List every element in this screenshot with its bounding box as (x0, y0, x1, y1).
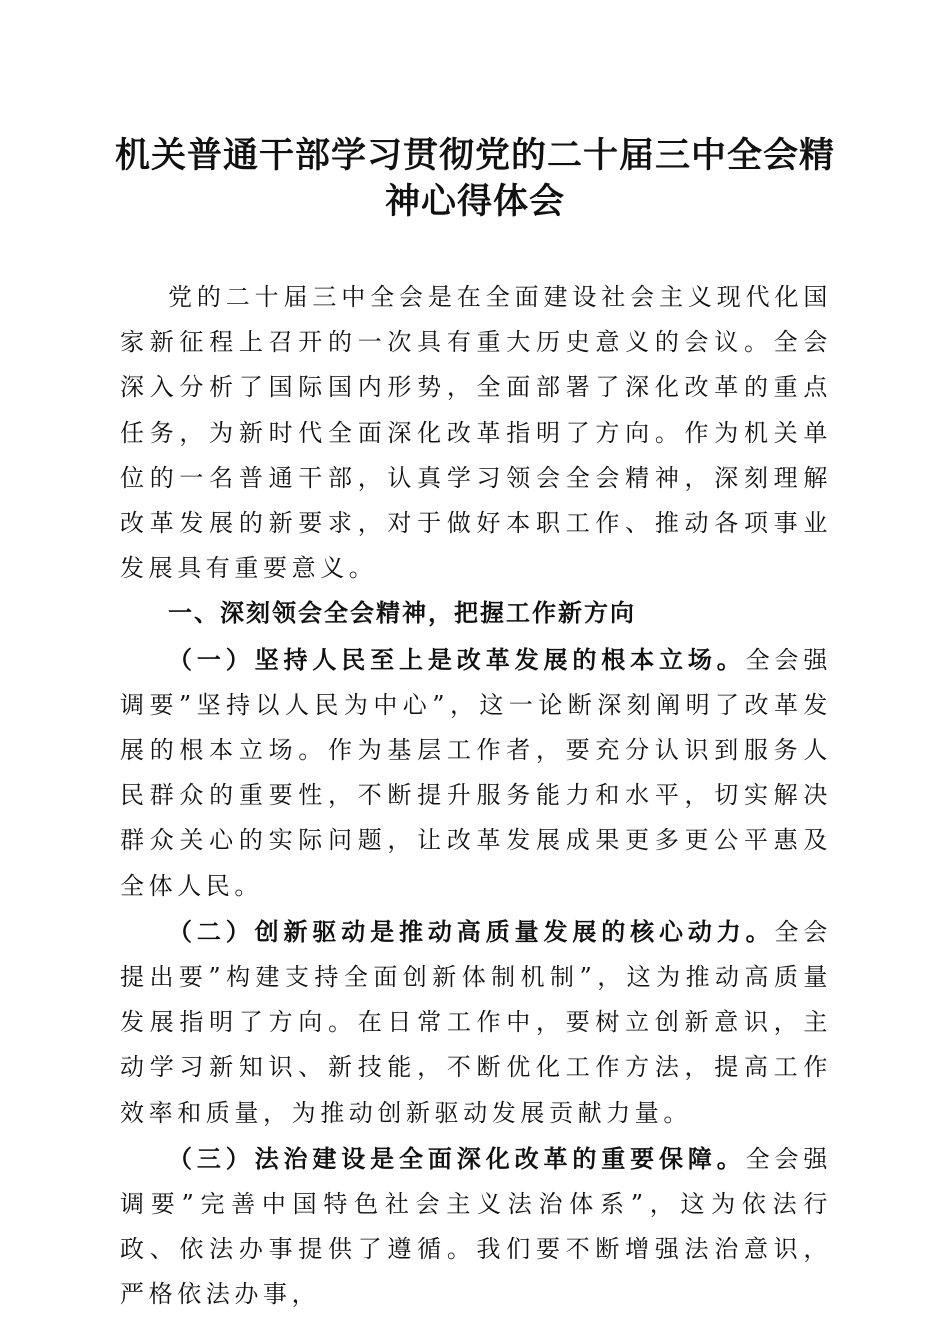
point-lead-2: （二）创新驱动是推动高质量发展的核心动力。 (168, 916, 775, 946)
point-paragraph-3 (120, 1136, 832, 1318)
section-heading: 一、深刻领会全会精神，把握工作新方向 (168, 599, 636, 628)
point-text-1: 全会强调要”坚持以人民为中心”，这一论断深刻阐明了改革发展的根本立场。作为基层工作者，要充分认识到服务人民群众的重要性，不断提升服务能力和水平，切实解决群众关心的实际问题，让改革发展成果更多更公平惠及全体人民。 (120, 645, 832, 900)
point-text-3: 全会强调要”完善中国特色社会主义法治体系”，这为依法行政、依法办事提供了遵循。我们要不断增强法治意识，严格依法办事， (120, 1144, 832, 1309)
point-lead-3: （三）法治建设是全面深化改革的重要保障。 (168, 1143, 746, 1173)
intro-paragraph: 党的二十届三中全会是在全面建设社会主义现代化国家新征程上召开的一次具有重大历史意义的会议。全会深入分析了国际国内形势，全面部署了深化改革的重点任务，为新时代全面深化改革指明了方向。作为机关单位的一名普通干部，认真学习领会全会精神，深刻理解改革发展的新要求，对于做好本职工作、推动各项事业发展具有重要意义。 (120, 283, 832, 583)
document-body (120, 275, 832, 1318)
point-lead-1: （一）坚持人民至上是改革发展的根本立场。 (168, 644, 746, 674)
point-paragraph-2 (120, 909, 832, 1136)
point-text-2: 全会提出要”构建支持全面创新体制机制”，这为推动高质量发展指明了方向。在日常工作中，要树立创新意识，主动学习新知识、新技能，不断优化工作方法，提高工作效率和质量，为推动创新驱动发展贡献力量。 (120, 917, 832, 1127)
document-title: 机关普通干部学习贯彻党的二十届三中全会精神心得体会 (114, 135, 835, 222)
point-paragraph-1 (120, 637, 832, 909)
